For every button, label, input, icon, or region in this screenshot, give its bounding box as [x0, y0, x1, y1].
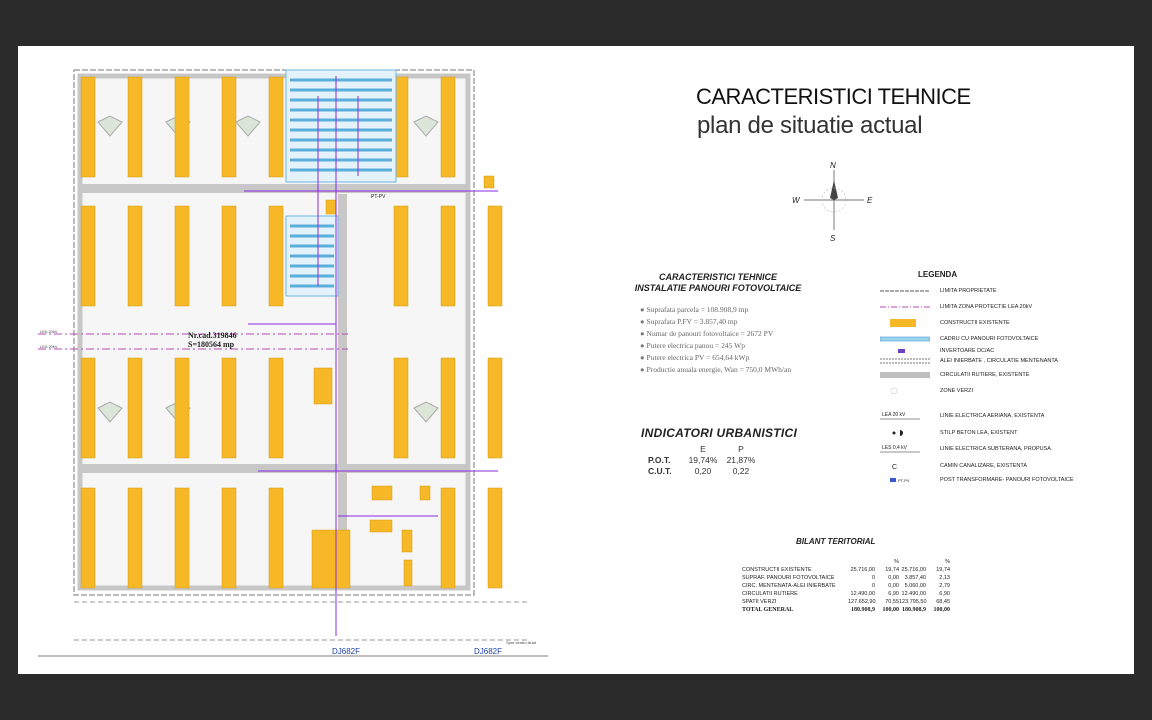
indicators-cell: 0,22	[732, 466, 750, 476]
underground-line-icon-label: LES 0,4 kV	[882, 445, 908, 451]
legend-item	[880, 475, 1074, 485]
pv-frame-icon	[880, 334, 930, 344]
balance-cell: 68,45	[936, 599, 950, 605]
balance-cell: 127.652,90	[848, 599, 876, 605]
balance-cell: 25.716,00	[901, 567, 926, 573]
legend-item	[880, 334, 1038, 344]
balance-cell: 70,55	[885, 599, 899, 605]
legend-label: POST TRANSFORMARE- PANOURI FOTOVOLTAICE	[940, 477, 1074, 483]
road-icon	[880, 370, 930, 380]
manhole-icon-label: C	[892, 464, 898, 471]
balance-cell: 180.908,9	[902, 607, 926, 613]
legend-item	[880, 428, 1017, 438]
main-title: CARACTERISTICI TEHNICE	[696, 84, 971, 109]
legend-label: STILP BETON LEA, EXISTENT	[940, 430, 1018, 436]
main-subtitle: plan de situatie actual	[697, 112, 923, 139]
tech-spec-item: ● Suprafata parcela = 108.908,9 mp	[640, 304, 791, 316]
tech-spec-item: ● Numar de panouri fotovoltaice = 2672 PV	[640, 328, 791, 340]
road-central	[338, 194, 347, 584]
balance-cell: CIRCULATII RUTIERE	[742, 591, 798, 597]
legend-item	[880, 370, 1029, 380]
building-icon	[880, 318, 930, 328]
tech-specs-title	[618, 272, 818, 294]
compass-w: W	[792, 196, 800, 205]
legend-label: LINIE ELECTRICA AERIANA, EXISTENTA	[940, 413, 1045, 419]
legend-item	[880, 386, 973, 396]
balance-row	[742, 590, 950, 598]
manhole-icon	[880, 461, 930, 471]
inverter-icon	[880, 346, 930, 356]
balance-row	[742, 566, 950, 574]
balance-cell: CONSTRUCTII EXISTENTE	[742, 567, 812, 573]
balance-cell: 2,13	[939, 575, 950, 581]
transformer-icon	[880, 475, 930, 485]
indicators-cell: P	[738, 444, 744, 454]
balance-cell: 180.908,9	[851, 607, 875, 613]
dj-label-1: DJ682F	[332, 647, 361, 656]
balance-row	[742, 598, 950, 606]
balance-cell	[742, 558, 848, 566]
dj-label-2: DJ682F	[474, 647, 503, 656]
direction-label: Spre centru Arad	[506, 640, 537, 645]
legend-label: LINIE ELECTRICA SUBTERANA, PROPUSA	[940, 446, 1051, 452]
indicators-cell: P.O.T.	[648, 455, 671, 465]
lea-label-1: LEA 20kV	[40, 329, 58, 334]
indicators-cell: 0,20	[694, 466, 712, 476]
balance-cell: 3.857,40	[904, 575, 926, 581]
tech-specs-title-line1: CARACTERISTICI TEHNICE	[658, 272, 777, 282]
balance-cell: 19,74	[936, 567, 950, 573]
property-line-icon	[880, 286, 930, 296]
grass-alley-icon	[880, 356, 930, 366]
indicators-cell: 19,74%	[688, 455, 718, 465]
site-plan	[18, 46, 638, 674]
tech-spec-item: ● Suprafata P.FV = 3.857,40 mp	[640, 316, 791, 328]
balance-table	[742, 558, 950, 614]
surface-label: S=180564 mp	[188, 340, 235, 349]
slide	[18, 46, 1134, 674]
balance-cell: 12.490,00	[901, 591, 926, 597]
balance-cell: 6,90	[888, 591, 899, 597]
legend-label: CADRU CU PANOURI FOTOVOLTAICE	[940, 336, 1039, 342]
road-upper	[78, 184, 470, 193]
legend-item	[880, 461, 1027, 471]
legend-label: ALEI INIERBATE , CIRCULATIE MENTENANTA	[940, 358, 1058, 364]
legend-item	[880, 444, 1051, 454]
transformer-icon-label: PT-PV	[898, 478, 910, 483]
balance-cell: 19,74	[885, 567, 899, 573]
legend-item	[880, 302, 1032, 312]
legend-item	[880, 411, 1044, 421]
legend-item	[880, 318, 1010, 328]
pv-panels-lower	[286, 216, 338, 296]
pole-icon	[880, 428, 930, 438]
legend-item	[880, 286, 997, 296]
indicators-row	[648, 455, 760, 466]
legend-label: ZONE VERZI	[940, 388, 974, 394]
indicators-row	[648, 466, 760, 477]
balance-title: BILANT TERITORIAL	[796, 537, 876, 546]
indicators-table	[648, 444, 760, 477]
balance-cell: TOTAL GENERAL	[742, 607, 794, 613]
compass-s: S	[830, 234, 836, 243]
pv-panels-upper	[286, 70, 396, 182]
balance-row	[742, 558, 950, 566]
balance-cell: CIRC. MENTENATA-ALEI INIERBATE	[742, 583, 836, 589]
balance-cell: %	[894, 559, 899, 565]
balance-cell: 5.060,00	[904, 583, 926, 589]
legend-label: CIRCULATII RUTIERE, EXISTENTE	[940, 372, 1030, 378]
balance-cell: SUPRAF. PANOURI FOTOVOLTAICE	[742, 575, 835, 581]
balance-cell: 0,00	[888, 575, 899, 581]
indicators-cell: 21,87%	[726, 455, 756, 465]
balance-row	[742, 582, 950, 590]
tech-specs-title-line2: INSTALATIE PANOURI FOTOVOLTAICE	[634, 283, 802, 293]
balance-total-row	[742, 606, 950, 614]
tech-spec-item: ● Putere electrica panou = 245 Wp	[640, 340, 791, 352]
balance-cell: SPATII VERZI	[742, 599, 777, 605]
legend-item	[880, 346, 994, 356]
balance-cell: %	[945, 559, 950, 565]
indicators-title: INDICATORI URBANISTICI	[641, 426, 798, 440]
overhead-line-icon	[880, 411, 930, 421]
compass-n: N	[830, 161, 836, 170]
indicators-cell: E	[700, 444, 706, 454]
protection-zone-icon	[880, 302, 930, 312]
overhead-line-icon-label: LEA 20 kV	[882, 412, 906, 418]
tech-specs-list	[640, 304, 791, 376]
compass-needle	[830, 180, 838, 200]
balance-cell: 2,79	[939, 583, 950, 589]
indicators-header	[648, 444, 760, 455]
compass-e: E	[867, 196, 873, 205]
balance-cell: 0	[871, 575, 875, 581]
balance-cell: 0,00	[888, 583, 899, 589]
balance-cell: 0	[871, 583, 875, 589]
legend-label: CONSTRUCTII EXISTENTE	[940, 320, 1010, 326]
legend-label: LIMITA ZONA PROTECTIE LEA 20kV	[940, 304, 1033, 310]
balance-cell: 6,90	[939, 591, 950, 597]
indicators-cell: C.U.T.	[648, 466, 672, 476]
balance-cell: 100,00	[933, 607, 950, 613]
balance-cell: 123.795,50	[899, 599, 927, 605]
balance-cell: 100,00	[882, 607, 899, 613]
underground-line-icon	[880, 444, 930, 454]
balance-row	[742, 574, 950, 582]
indicators-cell	[648, 444, 684, 455]
road-lower	[78, 464, 470, 473]
tech-spec-item: ● Putere electrica PV = 654,64 kWp	[640, 352, 791, 364]
legend-label: LIMITA PROPRIETATE	[940, 288, 997, 294]
balance-cell	[899, 558, 926, 566]
balance-cell: 12.490,00	[850, 591, 875, 597]
pt-label: PT-PV	[371, 194, 386, 200]
legend-label: INVERTOARE DC/AC	[940, 348, 995, 354]
legend-label: CAMIN CANALIZARE, EXISTENTA	[940, 463, 1027, 469]
legend-item	[880, 356, 1058, 366]
green-zone-icon	[880, 386, 930, 396]
balance-cell: 25.716,00	[850, 567, 875, 573]
nr-cad-label: Nr.cad.319846	[188, 331, 237, 340]
balance-cell	[848, 558, 875, 566]
lea-label-2: LEA 20kV	[40, 344, 58, 349]
compass-rose	[788, 158, 888, 244]
tech-spec-item: ● Productie anuala energie, Wan = 750,0 MWh/an	[640, 364, 791, 376]
legend-title: LEGENDA	[918, 270, 958, 279]
